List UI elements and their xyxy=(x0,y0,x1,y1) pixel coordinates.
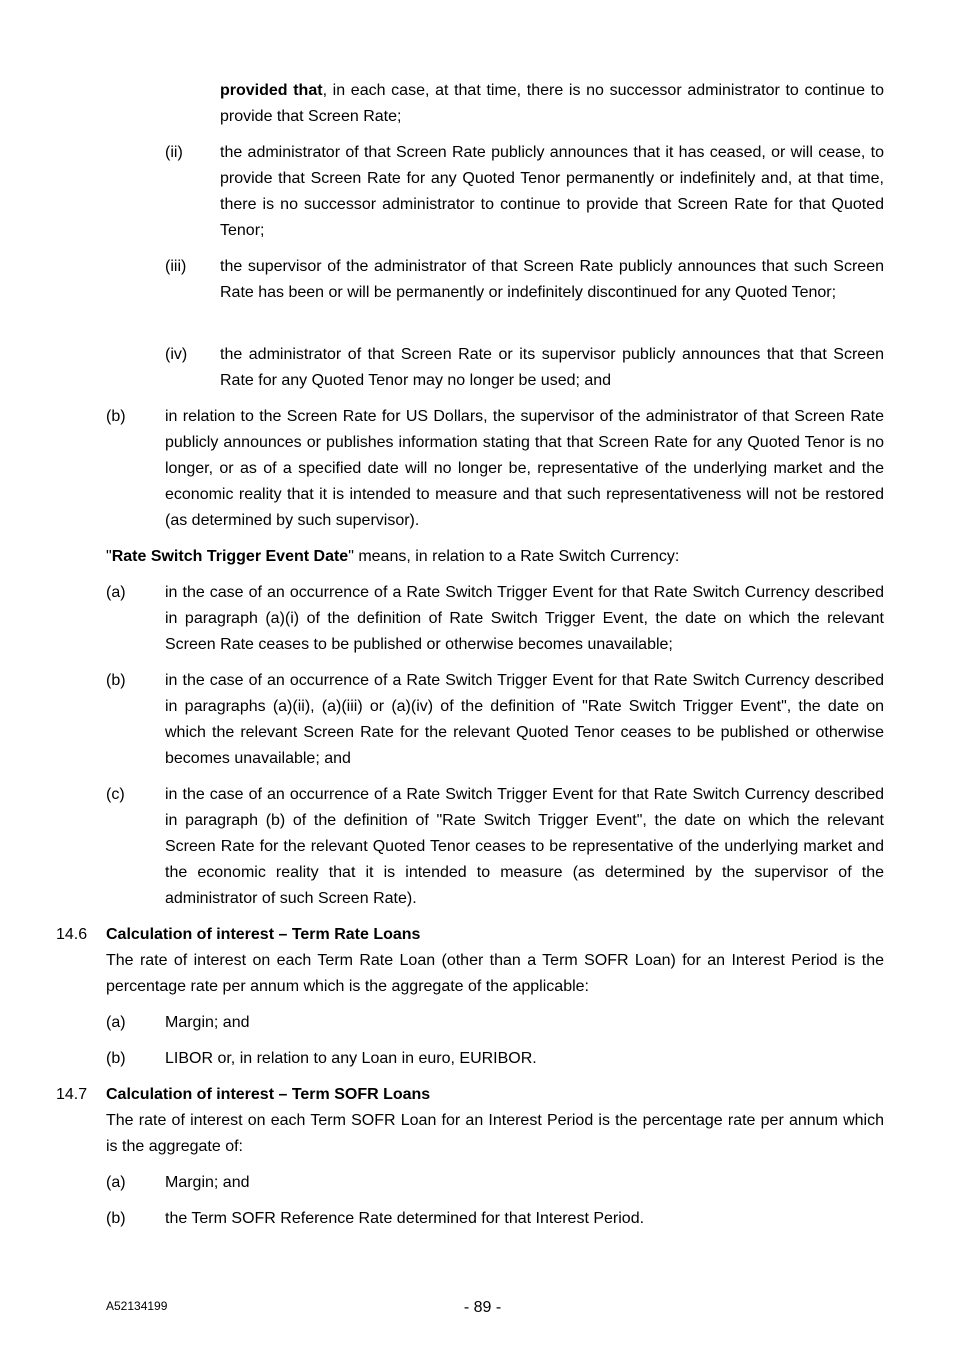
def-item-a-label: (a) xyxy=(106,584,126,601)
def-item-b-text: in the case of an occurrence of a Rate Switch Trigger Event for that Rate Switch Currency described in paragraphs (a)(ii), (a)(iii) or (a)(iv) of the definition of "Rate Switch Trigger Event", the date on which the relevant Screen Rate for the relevant Quoted Tenor ceases to be published or otherwise becomes unavailable; and xyxy=(165,672,884,767)
def-item-c-text: in the case of an occurrence of a Rate Switch Trigger Event for that Rate Switch Currency described in paragraph (b) of the definition of "Rate Switch Trigger Event", the date on which the relevant Screen Rate for the relevant Quoted Tenor ceases to be representative of the underlying market and the economic reality that it is intended to measure (as determined by the supervisor of the administrator of such Screen Rate). xyxy=(165,786,884,907)
definition-term: Rate Switch Trigger Event Date xyxy=(111,548,349,565)
section-14-6-b-text: LIBOR or, in relation to any Loan in euro, EURIBOR. xyxy=(165,1050,537,1067)
section-14-7-number: 14.7 xyxy=(56,1086,88,1103)
definition-heading xyxy=(106,544,884,570)
item-ii-text: the administrator of that Screen Rate publicly announces that it has ceased, or will cease, to provide that Screen Rate for any Quoted Tenor permanently or indefinitely and, at that time, there is no successor administrator to continue to provide that Screen Rate for that Quoted Tenor; xyxy=(220,144,884,239)
section-14-6-a-text: Margin; and xyxy=(165,1014,250,1031)
section-14-6-title: Calculation of interest – Term Rate Loans xyxy=(106,926,421,943)
item-iii-text: the supervisor of the administrator of that Screen Rate publicly announces that such Screen Rate has been or will be permanently or indefinitely discontinued for any Quoted Tenor; xyxy=(220,258,884,301)
definition-open-quote: " xyxy=(106,548,112,565)
section-14-6-b-label: (b) xyxy=(106,1050,126,1067)
section-14-7-a-label: (a) xyxy=(106,1174,126,1191)
section-14-6-body: The rate of interest on each Term Rate Loan (other than a Term SOFR Loan) for an Interest Period is the percentage rate per annum which is the aggregate of the applicable: xyxy=(106,952,884,995)
proviso-bold: provided that xyxy=(220,82,323,99)
item-iii-label: (iii) xyxy=(165,258,187,275)
item-b-text: in relation to the Screen Rate for US Dollars, the supervisor of the administrator of that Screen Rate publicly announces or publishes information stating that that Screen Rate for any Quoted Tenor is no longer, or as of a specified date will no longer be, representative of the underlying market and the economic reality that it is intended to measure and that such representativeness will not be restored (as determined by such supervisor). xyxy=(165,408,884,529)
document-reference: A52134199 xyxy=(106,1299,168,1313)
section-14-6-a-label: (a) xyxy=(106,1014,126,1031)
definition-rest: " means, in relation to a Rate Switch Currency: xyxy=(348,548,680,565)
item-iv-label: (iv) xyxy=(165,346,188,363)
section-14-7-b-label: (b) xyxy=(106,1210,126,1227)
item-b-label: (b) xyxy=(106,408,126,425)
def-item-b-label: (b) xyxy=(106,672,126,689)
section-14-6-number: 14.6 xyxy=(56,926,88,943)
section-14-7-a-text: Margin; and xyxy=(165,1174,250,1191)
section-14-7-b-text: the Term SOFR Reference Rate determined for that Interest Period. xyxy=(165,1210,645,1227)
proviso-paragraph xyxy=(220,78,884,130)
def-item-a-text: in the case of an occurrence of a Rate Switch Trigger Event for that Rate Switch Currency described in paragraph (a)(i) of the definition of Rate Switch Trigger Event, the date on which the relevant Screen Rate ceases to be published or otherwise becomes unavailable; xyxy=(165,584,884,653)
def-item-c-label: (c) xyxy=(106,786,125,803)
section-14-7-title: Calculation of interest – Term SOFR Loans xyxy=(106,1086,431,1103)
page-number: - 89 - xyxy=(463,1299,502,1316)
section-14-7-body: The rate of interest on each Term SOFR Loan for an Interest Period is the percentage rate per annum which is the aggregate of: xyxy=(106,1112,884,1155)
proviso-text: , in each case, at that time, there is no successor administrator to continue to provide that Screen Rate; xyxy=(220,82,884,125)
item-ii-label: (ii) xyxy=(165,144,183,161)
item-iv-text: the administrator of that Screen Rate or its supervisor publicly announces that that Screen Rate for any Quoted Tenor may no longer be used; and xyxy=(220,346,884,389)
